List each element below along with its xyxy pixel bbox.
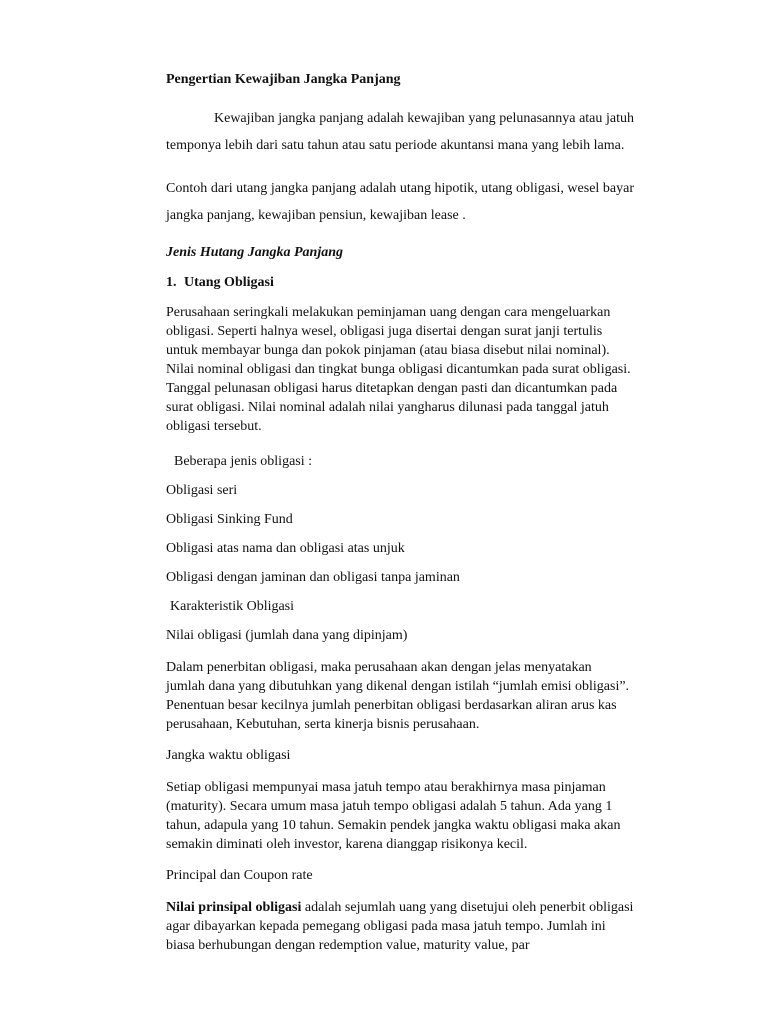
jenis-item-2: Obligasi Sinking Fund: [166, 512, 293, 527]
subsection-number: 1.: [166, 275, 177, 290]
document-title: Pengertian Kewajiban Jangka Panjang: [166, 72, 401, 87]
principal-heading: Principal dan Coupon rate: [166, 868, 313, 883]
jenis-item-1: Obligasi seri: [166, 483, 238, 498]
jangka-waktu-paragraph: Setiap obligasi mempunyai masa jatuh tempo atau berakhirnya masa pinjaman (maturity). Secara umum masa jatuh tempo obligasi adalah 5 tahun. Ada yang 1 tahun, adapula yang 10 tahun. Semakin pendek jangka waktu obligasi maka akan semakin diminati oleh investor, karena dianggap risikonya kecil.: [166, 780, 621, 852]
jenis-item-3: Obligasi atas nama dan obligasi atas unjuk: [166, 541, 405, 556]
subsection-title: Utang Obligasi: [184, 275, 274, 290]
principal-paragraph-text: adalah sejumlah uang yang disetujui oleh penerbit obligasi agar dibayarkan kepada pemegang obligasi pada masa jatuh tempo. Jumlah ini biasa berhubungan dengan redemption value, maturity value, par: [166, 900, 634, 953]
nilai-obligasi-paragraph: Dalam penerbitan obligasi, maka perusahaan akan dengan jelas menyatakan jumlah dana yang dibutuhkan yang dikenal dengan istilah “jumlah emisi obligasi”. Penentuan besar kecilnya jumlah penerbitan obligasi berdasarkan aliran arus kas perusahaan, Kebutuhan, serta kinerja bisnis perusahaan.: [166, 660, 630, 732]
intro-paragraph: Kewajiban jangka panjang adalah kewajiban yang pelunasannya atau jatuh temponya lebih dari satu tahun atau satu periode akuntansi mana yang lebih lama.: [166, 111, 634, 153]
section-heading: Jenis Hutang Jangka Panjang: [166, 245, 343, 260]
example-paragraph: Contoh dari utang jangka panjang adalah utang hipotik, utang obligasi, wesel bayar jangka panjang, kewajiban pensiun, kewajiban lease .: [166, 181, 634, 223]
subsection-heading: [166, 273, 634, 293]
jenis-item-4: Obligasi dengan jaminan dan obligasi tanpa jaminan: [166, 570, 460, 585]
jenis-obligasi-label: Beberapa jenis obligasi :: [174, 454, 313, 469]
principal-paragraph: [166, 898, 634, 955]
principal-bold-term: Nilai prinsipal obligasi: [166, 900, 302, 915]
obligasi-paragraph: Perusahaan seringkali melakukan peminjaman uang dengan cara mengeluarkan obligasi. Seperti halnya wesel, obligasi juga disertai dengan surat janji tertulis untuk membayar bunga dan pokok pinjaman (atau biasa disebut nilai nominal). Nilai nominal obligasi dan tingkat bunga obligasi dicantumkan pada surat obligasi. Tanggal pelunasan obligasi harus ditetapkan dengan pasti dan dicantumkan pada surat obligasi. Nilai nominal adalah nilai yangharus dilunasi pada tanggal jatuh obligasi tersebut.: [166, 305, 631, 434]
jangka-waktu-heading: Jangka waktu obligasi: [166, 748, 291, 763]
document-body: [166, 70, 634, 955]
karakteristik-label: Karakteristik Obligasi: [170, 599, 295, 614]
nilai-obligasi-heading: Nilai obligasi (jumlah dana yang dipinjam): [166, 628, 408, 643]
